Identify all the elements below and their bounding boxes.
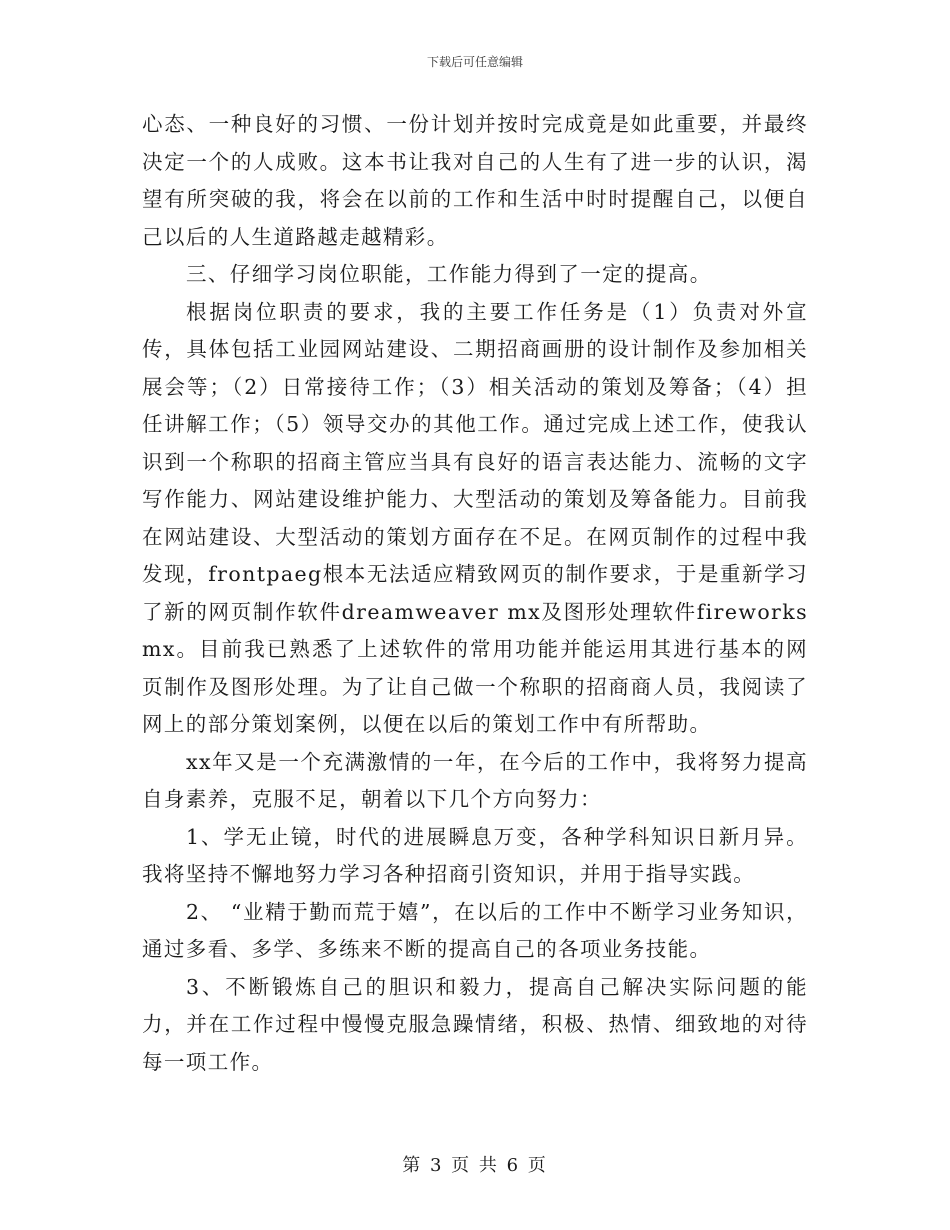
list-item-3: 3、不断锻炼自己的胆识和毅力，提高自己解决实际问题的能力，并在工作过程中慢慢克服急躁情绪，积极、热情、细致地的对待每一项工作。 [142,974,808,1074]
section-heading-three: 三、仔细学习岗位职能，工作能力得到了一定的提高。 [186,262,712,286]
paragraph-new-year: xx年又是一个充满激情的一年，在今后的工作中，我将努力提高自身素养，克服不足，朝着以下几个方向努力： [142,749,808,811]
list-item-2: 2、 “业精于勤而荒于嬉”，在以后的工作中不断学习业务知识，通过多看、多学、多练来不断的提高自己的各项业务技能。 [142,899,808,961]
page-number-footer: 第 3 页 共 6 页 [402,1155,548,1176]
document-body [142,106,808,1081]
paragraph-job-duties: 根据岗位职责的要求，我的主要工作任务是（1）负责对外宣传，具体包括工业园网站建设、二期招商画册的设计制作及参加相关展会等；（2）日常接待工作；（3）相关活动的策划及筹备；（4）担任讲解工作；（5）领导交办的其他工作。通过完成上述工作，使我认识到一个称职的招商主管应当具有良好的语言表达能力、流畅的文字写作能力、网站建设维护能力、大型活动的策划及筹备能力。目前我在网站建设、大型活动的策划方面存在不足。在网页制作的过程中我发现，frontpaeg根本无法适应精致网页的制作要求，于是重新学习了新的网页制作软件dreamweaver mx及图形处理软件fireworks mx。目前我已熟悉了上述软件的常用功能并能运用其进行基本的网页制作及图形处理。为了让自己做一个称职的招商商人员，我阅读了网上的部分策划案例，以便在以后的策划工作中有所帮助。 [142,299,808,736]
paragraph-mindset: 心态、一种良好的习惯、一份计划并按时完成竟是如此重要，并最终决定一个的人成败。这本书让我对自己的人生有了进一步的认识，渴望有所突破的我，将会在以前的工作和生活中时时提醒自己，以便自己以后的人生道路越走越精彩。 [142,112,808,249]
list-item-1: 1、学无止镜，时代的进展瞬息万变，各种学科知识日新月异。我将坚持不懈地努力学习各种招商引资知识，并用于指导实践。 [142,824,808,886]
page-header: 下载后可任意编辑 [426,55,523,69]
